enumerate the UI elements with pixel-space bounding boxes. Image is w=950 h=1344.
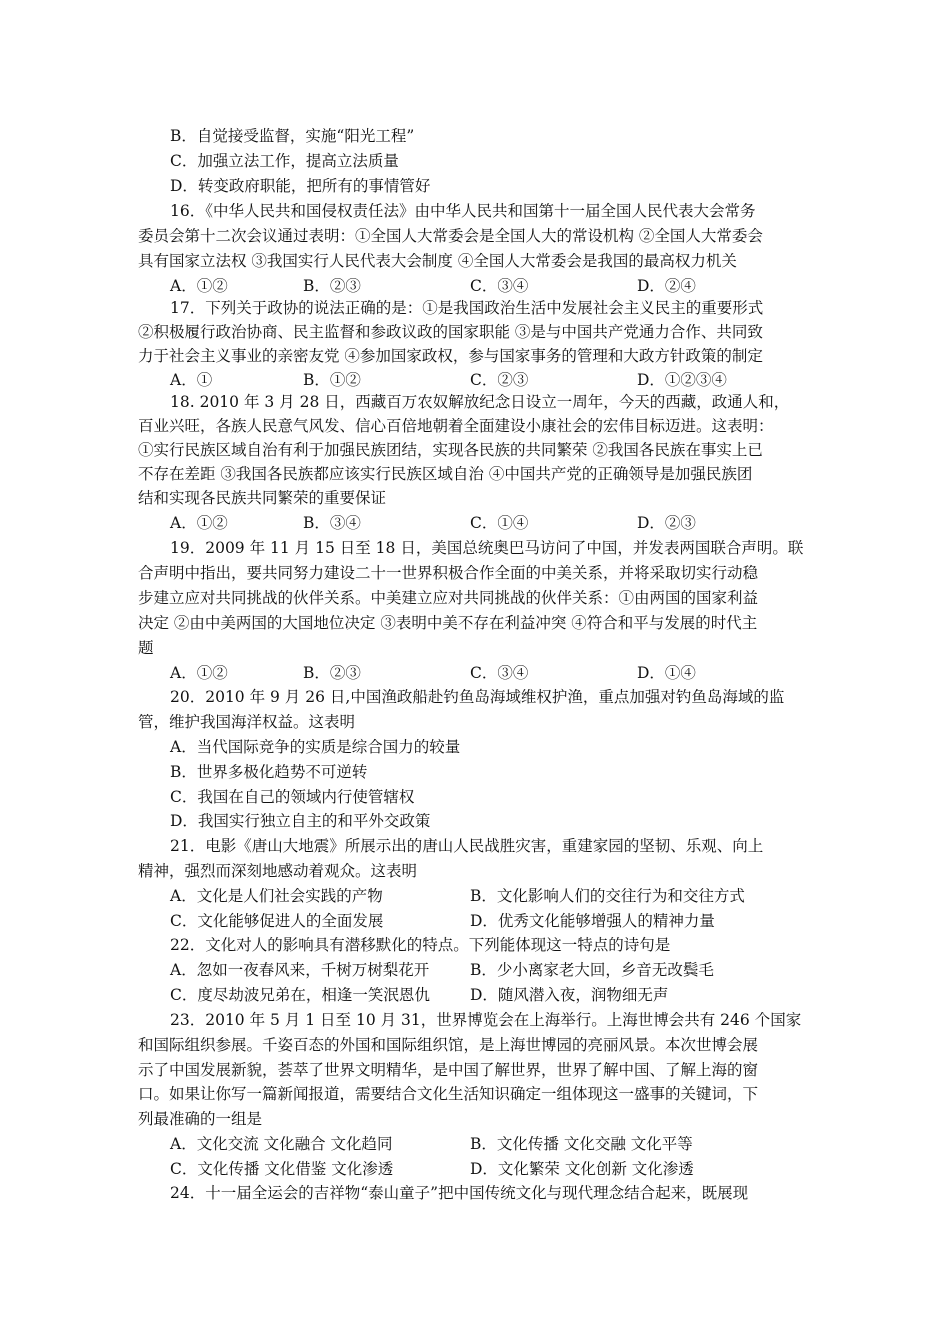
q23-line-5: 列最准确的一组是: [138, 1110, 263, 1128]
q23-option-b: B．文化传播 文化交融 文化平等: [470, 1135, 693, 1153]
q23-option-c: C．文化传播 文化借鉴 文化渗透: [170, 1160, 394, 1178]
q19-line-5: 题: [138, 639, 154, 657]
q20-option-b: B．世界多极化趋势不可逆转: [170, 763, 368, 781]
q19-line-3: 步建立应对共同挑战的伙伴关系。中美建立应对共同挑战的伙伴关系：①由两国的国家利益: [138, 589, 759, 607]
q22-option-b: B．少小离家老大回，乡音无改鬓毛: [470, 961, 714, 979]
q20-option-a: A．当代国际竞争的实质是综合国力的较量: [170, 738, 461, 756]
q17-option-a: A．①: [170, 371, 213, 389]
q22-line-1: 22．文化对人的影响具有潜移默化的特点。下列能体现这一特点的诗句是: [170, 936, 671, 954]
q23-option-d: D．文化繁荣 文化创新 文化渗透: [470, 1160, 694, 1178]
q16-line-3: 具有国家立法权 ③我国实行人民代表大会制度 ④全国人大常委会是我国的最高权力机关: [138, 252, 737, 270]
q18-line-3: ①实行民族区域自治有利于加强民族团结，实现各民族的共同繁荣 ②我国各民族在事实上已: [138, 441, 763, 459]
q20-option-c: C．我国在自己的领域内行使管辖权: [170, 788, 415, 806]
q24-line-1: 24．十一届全运会的吉祥物“泰山童子”把中国传统文化与现代理念结合起来，既展现: [170, 1184, 749, 1202]
q21-option-c: C．文化能够促进人的全面发展: [170, 912, 384, 930]
q22-option-a: A．忽如一夜春风来，千树万树梨花开: [170, 961, 430, 979]
q18-option-c: C．①④: [470, 514, 529, 532]
q17-option-b: B．①②: [303, 371, 361, 389]
q20-line-2: 管，维护我国海洋权益。这表明: [138, 713, 356, 731]
q18-option-b: B．③④: [303, 514, 361, 532]
q16-option-d: D．②④: [637, 277, 696, 295]
q21-option-a: A．文化是人们社会实践的产物: [170, 887, 383, 905]
q23-line-4: 口。如果让你写一篇新闻报道，需要结合文化生活知识确定一组体现这一盛事的关键词，下: [138, 1085, 759, 1103]
q17-line-2: ②积极履行政治协商、民主监督和参政议政的国家职能 ③是与中国共产党通力合作、共同致: [138, 323, 763, 341]
q22-option-d: D．随风潜入夜，润物细无声: [470, 986, 669, 1004]
q19-option-d: D．①④: [637, 664, 696, 682]
q18-line-1: 18. 2010 年 3 月 28 日，西藏百万农奴解放纪念日设立一周年，今天的西藏，政通人和，: [170, 393, 790, 411]
q18-line-2: 百业兴旺，各族人民意气风发、信心百倍地朝着全面建设小康社会的宏伟目标迈进。这表明：: [138, 417, 774, 435]
q21-line-1: 21．电影《唐山大地震》所展示出的唐山人民战胜灾害，重建家园的坚韧、乐观、向上: [170, 837, 764, 855]
q21-line-2: 精神，强烈而深刻地感动着观众。这表明: [138, 862, 418, 880]
q20-line-1: 20．2010 年 9 月 26 日,中国渔政船赴钓鱼岛海域维权护渔，重点加强对钓鱼岛海域的监: [170, 688, 785, 706]
q17-line-1: 17．下列关于政协的说法正确的是：①是我国政治生活中发展社会主义民主的重要形式: [170, 299, 764, 317]
q23-line-1: 23．2010 年 5 月 1 日至 10 月 31，世界博览会在上海举行。上海世博会共有 246 个国家: [170, 1011, 802, 1029]
q18-option-d: D．②③: [637, 514, 696, 532]
q18-option-a: A．①②: [170, 514, 228, 532]
q16-option-a: A．①②: [170, 277, 228, 295]
q17-option-d: D．①②③④: [637, 371, 727, 389]
q21-option-d: D．优秀文化能够增强人的精神力量: [470, 912, 715, 930]
q22-option-c: C．度尽劫波兄弟在，相逢一笑泯恩仇: [170, 986, 430, 1004]
q18-line-4: 不存在差距 ③我国各民族都应该实行民族区域自治 ④中国共产党的正确领导是加强民族团: [138, 465, 753, 483]
q15-option-d: D．转变政府职能，把所有的事情管好: [170, 177, 431, 195]
q16-option-b: B．②③: [303, 277, 361, 295]
q23-line-2: 和国际组织参展。千姿百态的外国和国际组织馆，是上海世博园的亮丽风景。本次世博会展: [138, 1036, 759, 1054]
q16-option-c: C．③④: [470, 277, 529, 295]
q19-line-1: 19．2009 年 11 月 15 日至 18 日，美国总统奥巴马访问了中国，并发表两国联合声明。联: [170, 539, 804, 557]
q19-option-b: B．②③: [303, 664, 361, 682]
q20-option-d: D．我国实行独立自主的和平外交政策: [170, 812, 431, 830]
q19-option-a: A．①②: [170, 664, 228, 682]
q17-line-3: 力于社会主义事业的亲密友党 ④参加国家政权，参与国家事务的管理和大政方针政策的制定: [138, 347, 763, 365]
q18-line-5: 结和实现各民族共同繁荣的重要保证: [138, 489, 387, 507]
q23-line-3: 示了中国发展新貌，荟萃了世界文明精华，是中国了解世界，世界了解中国、了解上海的窗: [138, 1061, 759, 1079]
q19-line-4: 决定 ②由中美两国的大国地位决定 ③表明中美不存在利益冲突 ④符合和平与发展的时代主: [138, 614, 758, 632]
q16-line-1: 16．《中华人民共和国侵权责任法》由中华人民共和国第十一届全国人民代表大会常务: [170, 202, 756, 220]
q21-option-b: B．文化影响人们的交往行为和交往方式: [470, 887, 745, 905]
q23-option-a: A．文化交流 文化融合 文化趋同: [170, 1135, 393, 1153]
q15-option-c: C．加强立法工作，提高立法质量: [170, 152, 399, 170]
q16-line-2: 委员会第十二次会议通过表明：①全国人大常委会是全国人大的常设机构 ②全国人大常委会: [138, 227, 763, 245]
q19-line-2: 合声明中指出，要共同努力建设二十一世界积极合作全面的中美关系，并将采取切实行动稳: [138, 564, 759, 582]
q17-option-c: C．②③: [470, 371, 529, 389]
q19-option-c: C．③④: [470, 664, 529, 682]
q15-option-b: B．自觉接受监督，实施“阳光工程”: [170, 127, 415, 145]
